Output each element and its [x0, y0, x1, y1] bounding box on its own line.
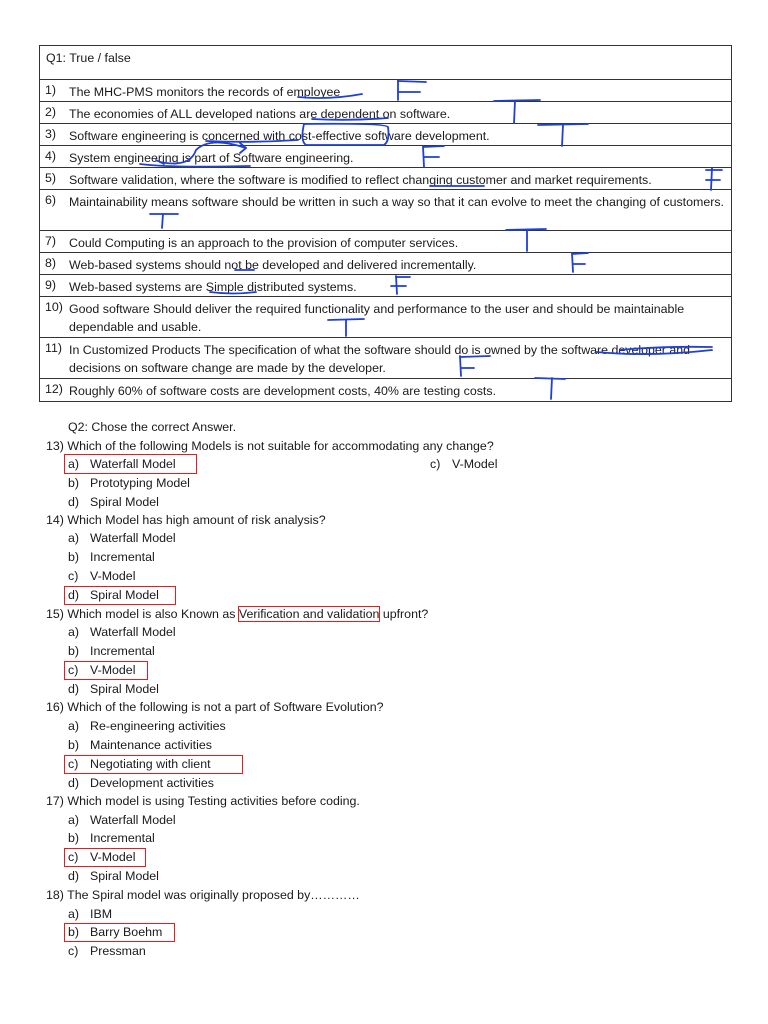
option-letter: d)	[68, 869, 80, 883]
highlighted-phrase: Verification and validation	[238, 607, 380, 621]
q1-row-number: 6)	[45, 193, 57, 207]
question-15	[46, 605, 428, 623]
option-letter: d)	[68, 588, 80, 602]
option-14d[interactable]	[68, 586, 159, 604]
option-text: Spiral Model	[90, 869, 159, 883]
q1-row-text: In Customized Products The specification of what the software should do is owned by the software developer and decisions on software change are made by the developer.	[69, 343, 691, 375]
q1-row-text: Web-based systems are Simple distributed systems.	[69, 280, 357, 294]
option-letter: b)	[68, 925, 80, 939]
q1-row-1	[40, 80, 731, 102]
option-15b[interactable]	[68, 642, 155, 660]
option-text: V-Model	[90, 850, 136, 864]
option-13c[interactable]	[430, 455, 497, 473]
option-text: Waterfall Model	[90, 457, 176, 471]
option-text: Incremental	[90, 644, 155, 658]
option-letter: b)	[68, 831, 80, 845]
option-text: Negotiating with client	[90, 757, 211, 771]
q1-row-number: 3)	[45, 127, 57, 141]
question-16	[46, 698, 384, 716]
q1-row-10	[40, 297, 731, 338]
question-text: Which of the following Models is not suitable for accommodating any change?	[67, 439, 494, 453]
option-text: V-Model	[90, 663, 136, 677]
q1-row-6	[40, 190, 731, 231]
option-17a[interactable]	[68, 811, 176, 829]
q1-row-number: 2)	[45, 105, 57, 119]
option-text: Waterfall Model	[90, 531, 176, 545]
option-letter: a)	[68, 625, 80, 639]
option-text: Spiral Model	[90, 682, 159, 696]
q1-row-9	[40, 275, 731, 297]
option-text: Waterfall Model	[90, 625, 176, 639]
option-letter: c)	[68, 757, 79, 771]
q1-header-row	[40, 46, 731, 80]
q1-row-8	[40, 253, 731, 275]
q1-row-text: Roughly 60% of software costs are development costs, 40% are testing costs.	[69, 384, 497, 398]
question-number: 17)	[46, 794, 64, 808]
option-text: Incremental	[90, 550, 155, 564]
q1-row-number: 1)	[45, 83, 57, 97]
option-text: Maintenance activities	[90, 738, 212, 752]
question-text: Which of the following is not a part of Software Evolution?	[67, 700, 384, 714]
q1-row-number: 5)	[45, 171, 57, 185]
q1-row-number: 7)	[45, 234, 57, 248]
option-letter: b)	[68, 738, 80, 752]
q1-row-text: Maintainability means software should be written in such a way so that it can evolve to meet the changing of customers.	[69, 195, 724, 209]
option-letter: d)	[68, 682, 80, 696]
q1-row-text: Web-based systems should not be developed and delivered incrementally.	[69, 258, 477, 272]
option-17b[interactable]	[68, 829, 155, 847]
option-letter: c)	[68, 944, 79, 958]
option-letter: c)	[68, 569, 79, 583]
option-letter: c)	[430, 457, 441, 471]
q1-row-text: Software engineering is concerned with cost-effective software development.	[69, 129, 490, 143]
q1-header: Q1: True / false	[46, 51, 131, 65]
option-17c[interactable]	[68, 848, 135, 866]
option-16a[interactable]	[68, 717, 226, 735]
question-14	[46, 511, 326, 529]
q1-row-number: 12)	[45, 382, 63, 396]
option-13b[interactable]	[68, 474, 190, 492]
q1-row-text: System engineering is part of Software engineering.	[69, 151, 354, 165]
option-18c[interactable]	[68, 942, 146, 960]
option-letter: a)	[68, 907, 80, 921]
option-13d[interactable]	[68, 493, 159, 511]
option-letter: a)	[68, 813, 80, 827]
option-text: V-Model	[452, 457, 498, 471]
question-number: 15)	[46, 607, 64, 621]
option-text: Incremental	[90, 831, 155, 845]
option-text: Barry Boehm	[90, 925, 163, 939]
option-text: Re-engineering activities	[90, 719, 226, 733]
option-14b[interactable]	[68, 548, 155, 566]
q2-header: Q2: Chose the correct Answer.	[68, 420, 237, 434]
option-text: Development activities	[90, 776, 214, 790]
q1-row-11	[40, 338, 731, 379]
option-text: Pressman	[90, 944, 146, 958]
q1-row-3	[40, 124, 731, 146]
option-letter: d)	[68, 776, 80, 790]
option-letter: a)	[68, 457, 80, 471]
q1-row-12	[40, 379, 731, 402]
option-15a[interactable]	[68, 623, 176, 641]
question-number: 18)	[46, 888, 64, 902]
q1-row-2	[40, 102, 731, 124]
option-letter: d)	[68, 495, 80, 509]
question-number: 14)	[46, 513, 64, 527]
true-false-table	[39, 45, 732, 402]
option-18b[interactable]	[68, 923, 162, 941]
question-18	[46, 886, 360, 904]
question-text: Which Model has high amount of risk analysis?	[67, 513, 326, 527]
option-letter: b)	[68, 644, 80, 658]
option-text: Waterfall Model	[90, 813, 176, 827]
q1-row-7	[40, 231, 731, 253]
q1-row-number: 11)	[45, 341, 62, 355]
q1-row-number: 8)	[45, 256, 57, 270]
question-13	[46, 437, 494, 455]
option-16d[interactable]	[68, 774, 214, 792]
question-text-before: Which model is also Known as	[67, 607, 239, 621]
option-17d[interactable]	[68, 867, 159, 885]
option-16c[interactable]	[68, 755, 211, 773]
question-text: The Spiral model was originally proposed by…………	[67, 888, 360, 902]
option-text: Spiral Model	[90, 495, 159, 509]
option-15d[interactable]	[68, 680, 159, 698]
q1-row-text: The economies of ALL developed nations are dependent on software.	[69, 107, 451, 121]
q1-row-5	[40, 168, 731, 190]
option-16b[interactable]	[68, 736, 212, 754]
option-letter: a)	[68, 719, 80, 733]
option-14c[interactable]	[68, 567, 135, 585]
q1-row-number: 9)	[45, 278, 57, 292]
option-letter: b)	[68, 476, 80, 490]
q1-row-4	[40, 146, 731, 168]
question-text-after: upfront?	[379, 607, 429, 621]
q1-row-text: Could Computing is an approach to the provision of computer services.	[69, 236, 459, 250]
question-17	[46, 792, 360, 810]
option-15c[interactable]	[68, 661, 135, 679]
question-number: 13)	[46, 439, 64, 453]
q1-row-number: 4)	[45, 149, 57, 163]
option-text: Spiral Model	[90, 588, 159, 602]
option-letter: c)	[68, 850, 79, 864]
option-18a[interactable]	[68, 905, 112, 923]
option-text: V-Model	[90, 569, 136, 583]
option-letter: c)	[68, 663, 79, 677]
question-text: Which model is using Testing activities before coding.	[67, 794, 360, 808]
option-letter: a)	[68, 531, 80, 545]
option-text: IBM	[90, 907, 113, 921]
question-number: 16)	[46, 700, 64, 714]
option-text: Prototyping Model	[90, 476, 190, 490]
option-13a[interactable]	[68, 455, 176, 473]
q1-row-text: Software validation, where the software is modified to reflect changing customer and market requirements.	[69, 173, 652, 187]
q1-row-text: Good software Should deliver the required functionality and performance to the user and should be maintainable dependable and usable.	[69, 302, 685, 334]
q1-row-text: The MHC-PMS monitors the records of employee	[69, 85, 341, 99]
q1-row-number: 10)	[45, 300, 63, 314]
option-letter: b)	[68, 550, 80, 564]
option-14a[interactable]	[68, 529, 176, 547]
